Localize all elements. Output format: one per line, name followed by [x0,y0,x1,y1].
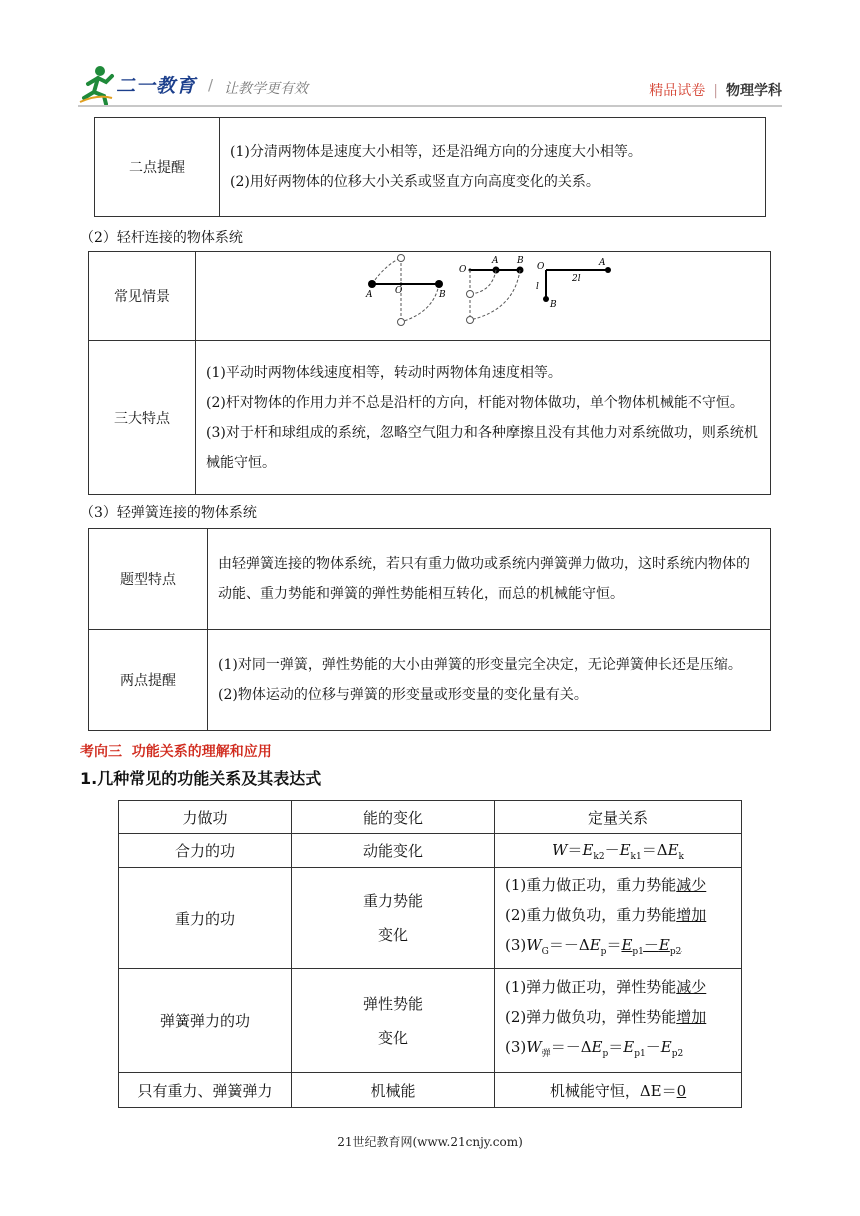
relation-underlined: 增加 [676,905,707,924]
rod-feature-line: (3)对于杆和球组成的系统，忽略空气阻力和各种摩擦且没有其他力对系统做功，则系统机械能守恒。 [206,424,758,471]
logo-separator: / [208,76,214,94]
header-tag: 精品试卷 [649,83,706,99]
formula-kinetic: $W=E_{k2}-E_{k1}=\Delta E_k$ [495,834,742,868]
d1-label-a: A [366,290,373,300]
col-header: 力做功 [119,801,292,834]
relation-underlined: 减少 [676,978,707,996]
relation-text: 机械能守恒， [549,1081,640,1100]
rope-reminder-table [94,117,766,217]
spring-reminder-line: (2)物体运动的位移与弹簧的形变量或形变量的变化量有关。 [218,687,588,703]
d1-label-b: B [439,290,446,300]
table2-row1-label: 常见情景 [89,252,196,341]
force-cell: 合力的功 [119,834,292,868]
d2-label-a: A [492,256,499,266]
rod-system-table [88,251,771,495]
d3-label-l: l [536,282,539,292]
relation-cell [495,1073,742,1108]
logo-slogan: 让教学更有效 [224,81,308,97]
relation-underlined: 增加 [676,1008,707,1026]
diagram-bent-rod [536,258,611,310]
rod-scenario-diagrams [196,252,770,340]
diagram-rod-pivot-end [459,256,524,324]
relation-text: (1)弹力做正功，弹性势能 [505,978,677,996]
relation-formula: $(3)W_弹=-\Delta E_p=E_{p1}-E_{p2}$ [505,1038,684,1059]
header-subject: 物理学科 [726,83,782,99]
d3-label-a: A [599,258,606,268]
table1-content [220,118,766,217]
section-spring-title: （3）轻弹簧连接的物体系统 [80,505,257,521]
diagram-rod-pivot-center [365,255,446,326]
relation-text: (2)重力做负功，重力势能 [505,905,677,924]
change-line: 变化 [377,926,408,944]
spring-system-table [88,528,771,731]
relation-text: (2)弹力做负功，弹性势能 [505,1008,677,1026]
d2-label-o: O [459,265,467,275]
spring-reminder-line: (1)对同一弹簧，弹性势能的大小由弹簧的形变量完全决定，无论弹簧伸长还是压缩。 [218,657,742,673]
relation-text: (1)重力做正功，重力势能 [505,875,677,894]
relation-cell [495,969,742,1073]
header-rule [78,105,782,107]
logo-name: 二一教育 [116,75,197,97]
force-cell: 只有重力、弹簧弹力 [119,1073,292,1108]
relation-line [505,870,740,900]
table3-row1-label: 题型特点 [89,529,208,630]
relation-line [505,972,740,1002]
rod-feature-line: (1)平动时两物体线速度相等，转动时两物体角速度相等。 [206,364,562,381]
table3-row2-label: 两点提醒 [89,630,208,731]
header-divider: | [713,83,718,99]
change-line: 重力势能 [362,892,423,910]
section-rod-title: （2）轻杆连接的物体系统 [80,230,243,246]
change-line: 变化 [377,1028,408,1047]
relation-underlined: 减少 [676,875,707,894]
relation-line [505,900,740,930]
d1-label-o: O [395,286,403,296]
relation-cell [495,868,742,969]
relation-text: ΔE＝ [639,1081,677,1100]
relation-line [505,1002,740,1032]
change-cell [292,868,495,969]
table1-line: (2)用好两物体的位移大小关系或竖直方向高度变化的关系。 [230,174,600,190]
heading-energy-relations: 1.几种常见的功能关系及其表达式 [80,769,322,788]
table3-row2-content [208,630,771,731]
table1-line: (1)分清两物体是速度大小相等，还是沿绳方向的分速度大小相等。 [230,144,642,160]
d3-label-2l: 2l [572,274,581,284]
rod-feature-line: (2)杆对物体的作用力并不总是沿杆的方向，杆能对物体做功，单个物体机械能不守恒。 [206,394,744,411]
force-cell: 弹簧弹力的功 [119,969,292,1073]
relation-underlined: 0 [676,1081,687,1100]
d2-label-b: B [517,256,524,266]
change-line: 弹性势能 [362,994,423,1013]
table2-row2-content [196,341,771,495]
rod-diagrams [196,252,771,341]
header-right [649,80,782,100]
work-energy-table [118,800,742,1108]
kaoxiang-title: 考向三 功能关系的理解和应用 [80,744,272,760]
change-cell [292,969,495,1073]
col-header: 能的变化 [292,801,495,834]
table2-row2-label: 三大特点 [89,341,196,495]
d3-label-b: B [550,300,557,310]
change-cell: 机械能 [292,1073,495,1108]
change-cell: 动能变化 [292,834,495,868]
table3-row1-content: 由轻弹簧连接的物体系统，若只有重力做功或系统内弹簧弹力做功，这时系统内物体的动能、重力势能和弹簧的弹性势能相互转化，而总的机械能守恒。 [208,529,771,630]
force-cell: 重力的功 [119,868,292,969]
d3-label-o: O [537,262,545,272]
col-header: 定量关系 [495,801,742,834]
relation-formula: $(3)W_G=-\Delta E_p=E_{p1}-E_{p2}$ [505,935,682,957]
page-header [0,0,860,110]
table1-label: 二点提醒 [95,118,220,217]
page-footer: 21世纪教育网(www.21cnjy.com) [337,1135,523,1149]
